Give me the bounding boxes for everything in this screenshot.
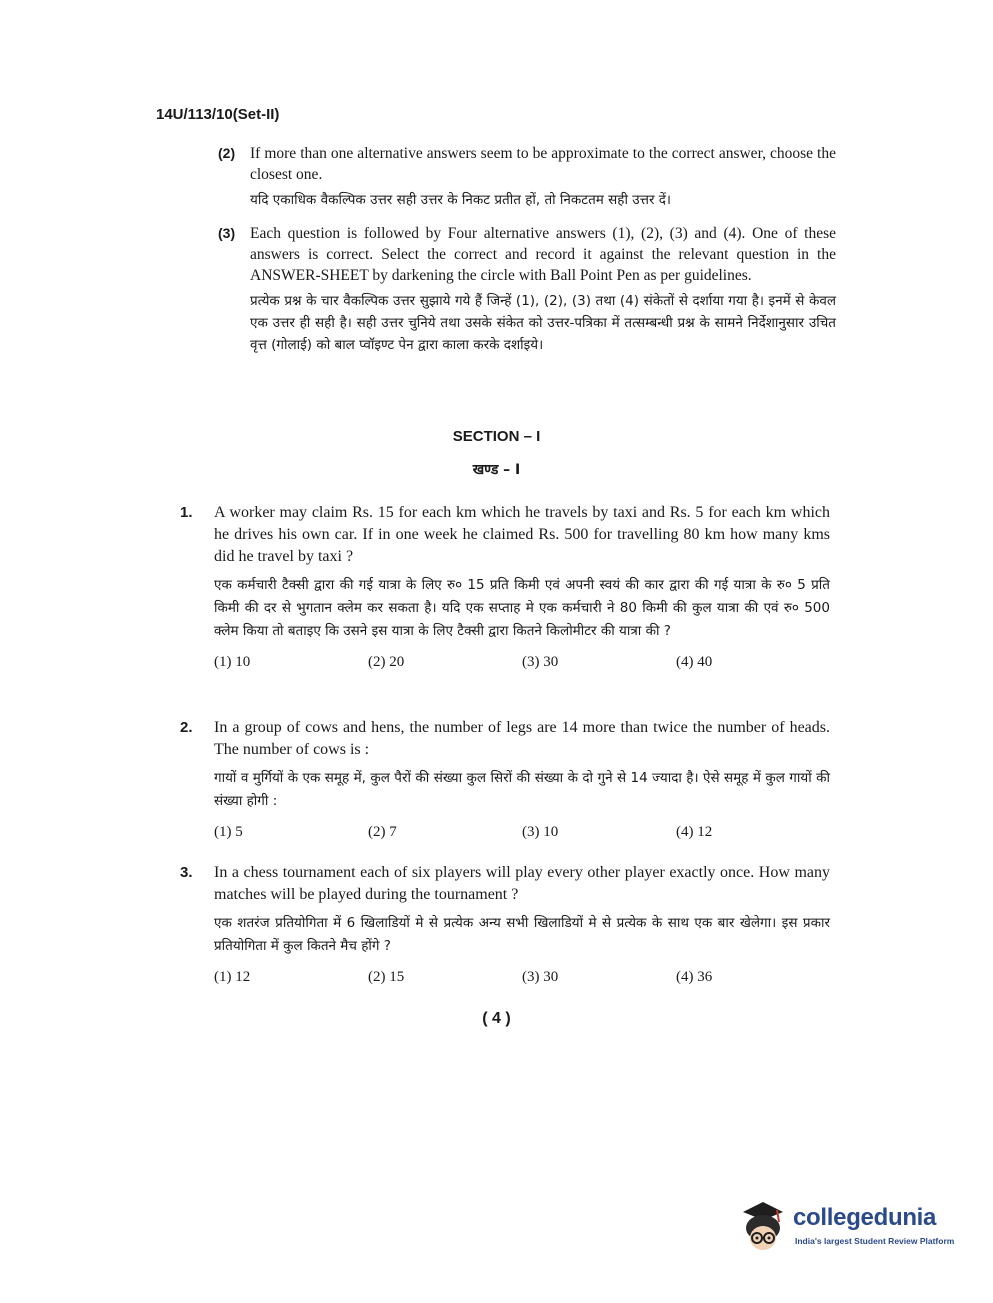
option-4[interactable]: (4) 12 bbox=[676, 824, 713, 840]
question-number: 2. bbox=[180, 719, 193, 736]
question-text-hi: गायों व मुर्गियों के एक समूह में, कुल पैरों की संख्या कुल सिरों की संख्या के दो गुने से 14 ज्यादा है। ऐसे समूह में कुल गायों की संख्या होगी : bbox=[214, 770, 830, 809]
question-number: 3. bbox=[180, 864, 193, 881]
instruction-3 bbox=[218, 223, 836, 356]
question-2 bbox=[180, 717, 830, 843]
section-title-en: SECTION – I bbox=[452, 428, 541, 445]
option-4[interactable]: (4) 40 bbox=[676, 654, 713, 670]
instruction-text-hi: यदि एकाधिक वैकल्पिक उत्तर सही उत्तर के निकट प्रतीत हों, तो निकटतम सही उत्तर दें। bbox=[250, 192, 672, 208]
mascot-icon bbox=[737, 1198, 791, 1258]
option-3[interactable]: (3) 10 bbox=[522, 824, 559, 840]
option-1[interactable]: (1) 10 bbox=[214, 654, 251, 670]
section-title-hi: खण्ड – I bbox=[472, 462, 521, 478]
instruction-number: (2) bbox=[218, 145, 236, 161]
question-text-en: In a chess tournament each of six players will play every other player exactly once. How many matches will be played during the tournament ? bbox=[214, 864, 830, 903]
question-text-hi: एक शतरंज प्रतियोगिता में 6 खिलाडियों मे से प्रत्येक अन्य सभी खिलाडियों मे से प्रत्येक के साथ एक बार खेलेगा। इस प्रकार प्रतियोगिता में कुल कितने मैच होंगे ? bbox=[214, 915, 830, 954]
options bbox=[214, 966, 830, 988]
question-1 bbox=[180, 502, 830, 673]
question-text-hi: एक कर्मचारी टैक्सी द्वारा की गई यात्रा के लिए रु० 15 प्रति किमी एवं अपनी स्वयं की कार द्वारा की गई यात्रा के रु० 5 प्रति किमी की दर से भुगतान क्लेम कर सकता है। यदि एक सप्ताह मे एक कर्मचारी ने 80 किमी की कुल यात्रा की एवं रु० 500 क्लेम किया तो बताइए कि उसने इस यात्रा के लिए टैक्सी द्वारा कितने किलोमीटर की यात्रा की ? bbox=[214, 577, 830, 639]
logo-tagline: India's largest Student Review Platform bbox=[795, 1236, 955, 1246]
option-3[interactable]: (3) 30 bbox=[522, 969, 559, 985]
question-text-en: In a group of cows and hens, the number of legs are 14 more than twice the number of heads. The number of cows is : bbox=[214, 719, 830, 758]
instruction-text-en: If more than one alternative answers seem to be approximate to the correct answer, choose the closest one. bbox=[250, 145, 836, 183]
question-3 bbox=[180, 862, 830, 988]
instruction-text-hi: प्रत्येक प्रश्न के चार वैकल्पिक उत्तर सुझाये गये हैं जिन्हें (1), (2), (3) तथा (4) संकेतों से दर्शाया गया है। इनमें से केवल एक उत्तर ही सही है। सही उत्तर चुनिये तथा उसके संकेत को उत्तर-पत्रिका में तत्सम्बन्धी प्रश्न के सामने निर्देशानुसार उचित वृत्त (गोलाई) को बाल प्वॉइण्ट पेन द्वारा काला करके दर्शाइये। bbox=[250, 293, 836, 353]
option-1[interactable]: (1) 5 bbox=[214, 824, 243, 840]
option-2[interactable]: (2) 20 bbox=[368, 654, 405, 670]
logo-brand: collegedunia bbox=[793, 1204, 937, 1231]
paper-code: 14U/113/10(Set-II) bbox=[156, 106, 280, 123]
question-number: 1. bbox=[180, 504, 193, 521]
question-text-en: A worker may claim Rs. 15 for each km which he travels by taxi and Rs. 5 for each km which he drives his own car. If in one week he claimed Rs. 500 for travelling 80 km how many kms did he travel by taxi ? bbox=[214, 504, 830, 565]
option-4[interactable]: (4) 36 bbox=[676, 969, 713, 985]
instruction-text-en: Each question is followed by Four alternative answers (1), (2), (3) and (4). One of these answers is correct. Select the correct and record it against the relevant question in the ANSWER-SHEET by darkening the circle with Ball Point Pen as per guidelines. bbox=[250, 225, 836, 284]
collegedunia-logo[interactable] bbox=[737, 1198, 962, 1258]
instruction-2 bbox=[218, 143, 836, 211]
options bbox=[214, 651, 830, 673]
option-3[interactable]: (3) 30 bbox=[522, 654, 559, 670]
option-1[interactable]: (1) 12 bbox=[214, 969, 251, 985]
instruction-number: (3) bbox=[218, 225, 236, 241]
options bbox=[214, 821, 830, 843]
page-number: ( 4 ) bbox=[482, 1010, 511, 1027]
option-2[interactable]: (2) 7 bbox=[368, 824, 397, 840]
option-2[interactable]: (2) 15 bbox=[368, 969, 405, 985]
